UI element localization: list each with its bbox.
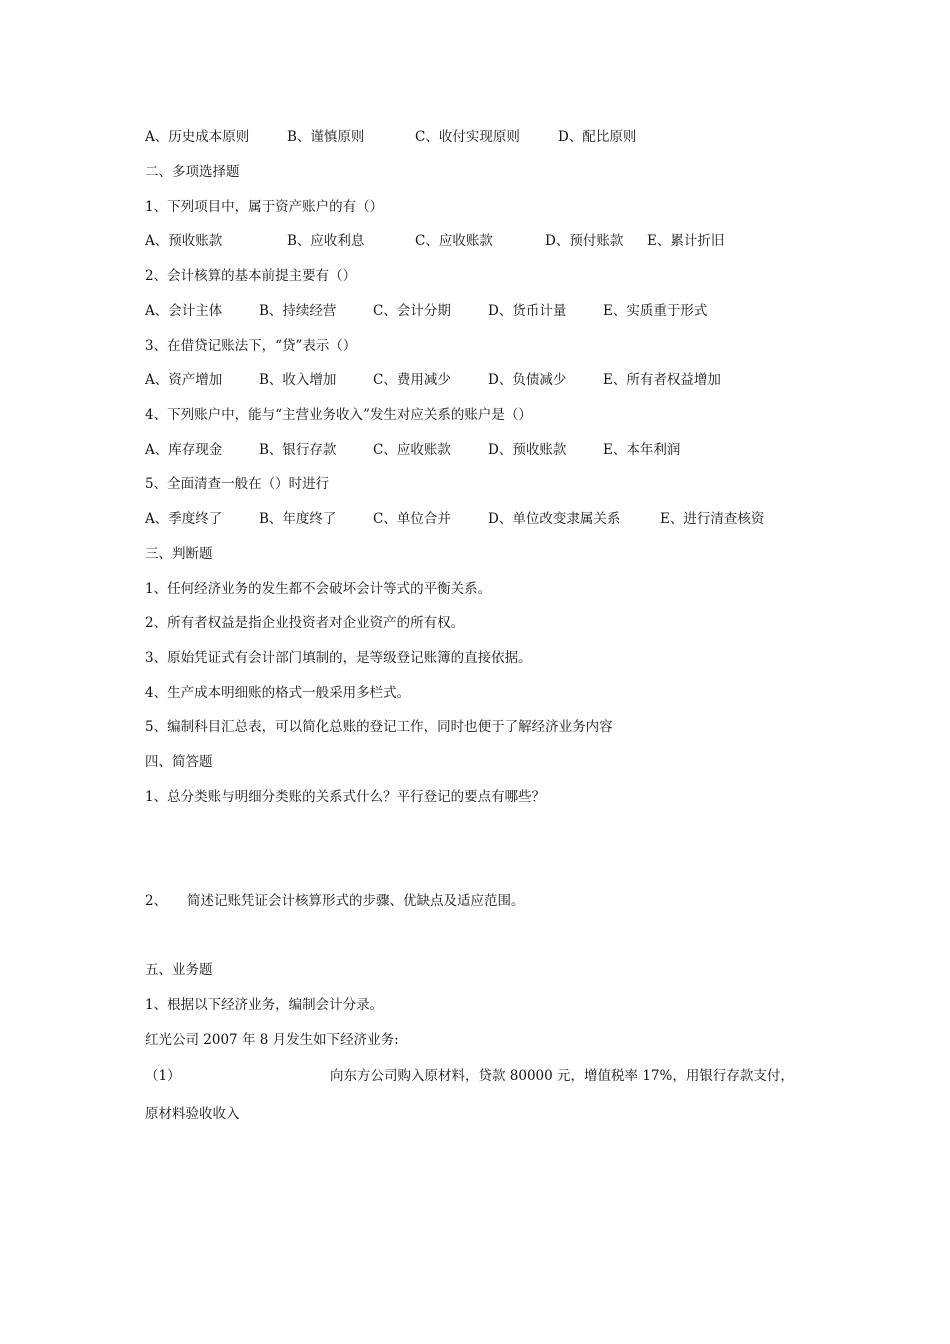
judgement-item: 1、任何经济业务的发生都不会破坏会计等式的平衡关系。 [145, 581, 492, 597]
section-heading-short-answer: 四、简答题 [145, 754, 213, 770]
question-stem: 5、全面清查一般在（）时进行 [145, 476, 330, 492]
option: B、银行存款 [259, 442, 337, 458]
item-text: 向东方公司购入原材料，贷款 80000 元，增值税率 17%，用银行存款支付， [330, 1068, 794, 1084]
question-stem: 4、下列账户中，能与“主营业务收入”发生对应关系的账户是（） [145, 407, 532, 423]
judgement-item: 4、生产成本明细账的格式一般采用多栏式。 [145, 685, 411, 701]
short-answer-question: 1、总分类账与明细分类账的关系式什么？平行登记的要点有哪些？ [145, 789, 546, 805]
option: E、所有者权益增加 [603, 372, 721, 388]
option: D、单位改变隶属关系 [488, 511, 621, 527]
option: D、预付账款 [545, 233, 624, 249]
option: E、进行清查核资 [660, 511, 765, 527]
business-question: 1、根据以下经济业务，编制会计分录。 [145, 997, 384, 1013]
option: D、负债减少 [488, 372, 567, 388]
question-text: 简述记账凭证会计核算形式的步骤、优缺点及适应范围。 [187, 893, 525, 909]
option: A、季度终了 [145, 511, 223, 527]
option: A、历史成本原则 [145, 129, 250, 145]
question-number: 2、 [145, 893, 168, 909]
question-stem: 1、下列项目中，属于资产账户的有（） [145, 199, 384, 215]
option: A、会计主体 [145, 303, 223, 319]
option: B、收入增加 [259, 372, 337, 388]
option: A、资产增加 [145, 372, 223, 388]
option: C、单位合并 [373, 511, 451, 527]
option: A、库存现金 [145, 442, 223, 458]
option: B、谨慎原则 [287, 129, 365, 145]
option: C、费用减少 [373, 372, 451, 388]
option: B、应收利息 [287, 233, 365, 249]
section-heading-business: 五、业务题 [145, 962, 213, 978]
option: D、预收账款 [488, 442, 567, 458]
business-intro: 红光公司 2007 年 8 月发生如下经济业务: [145, 1032, 399, 1048]
option: D、配比原则 [558, 129, 637, 145]
option: D、货币计量 [488, 303, 567, 319]
option: E、本年利润 [603, 442, 681, 458]
option: C、会计分期 [373, 303, 451, 319]
judgement-item: 3、原始凭证式有会计部门填制的，是等级登记账簿的直接依据。 [145, 650, 532, 666]
question-stem: 3、在借贷记账法下，“贷”表示（） [145, 338, 357, 354]
option: E、累计折旧 [647, 233, 725, 249]
option: B、年度终了 [259, 511, 337, 527]
option: E、实质重于形式 [603, 303, 708, 319]
option: A、预收账款 [145, 233, 223, 249]
judgement-item: 2、所有者权益是指企业投资者对企业资产的所有权。 [145, 615, 465, 631]
question-stem: 2、会计核算的基本前提主要有（） [145, 268, 357, 284]
option: C、应收账款 [373, 442, 451, 458]
judgement-item: 5、编制科目汇总表，可以简化总账的登记工作，同时也便于了解经济业务内容 [145, 719, 613, 735]
item-number: （1） [145, 1068, 181, 1084]
section-heading-multiple-choice: 二、多项选择题 [145, 164, 240, 180]
section-heading-true-false: 三、判断题 [145, 546, 213, 562]
option: C、应收账款 [415, 233, 493, 249]
option: B、持续经营 [259, 303, 337, 319]
business-item-continued: 原材料验收收入 [145, 1106, 240, 1122]
option: C、收付实现原则 [415, 129, 520, 145]
